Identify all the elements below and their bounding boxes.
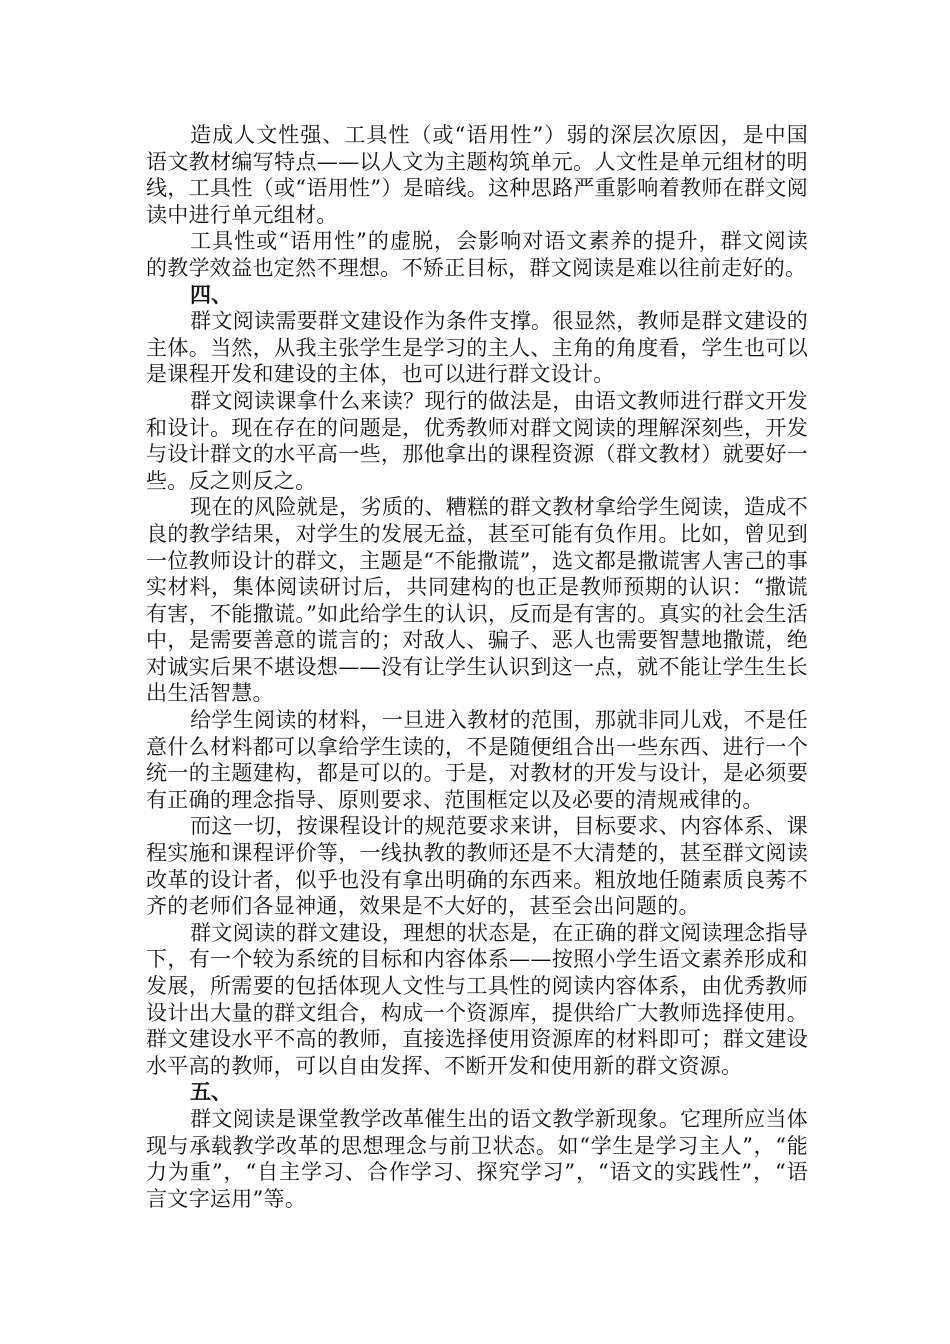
section-heading: 四、 [190,282,232,307]
paragraph: 群文阅读课拿什么来读？现行的做法是，由语文教师进行群文开发和设计。现在存在的问题是，优秀教师对群文阅读的理解深刻些，开发与设计群文的水平高一些，那他拿出的课程资源（群文教材）就要好一些。反之则反之。 [146,388,808,493]
section-heading: 五、 [190,1080,232,1105]
paragraph: 群文阅读的群文建设，理想的状态是，在正确的群文阅读理念指导下，有一个较为系统的目标和内容体系——按照小学生语文素养形成和发展，所需要的包括体现人文性与工具性的阅读内容体系，由优秀教师设计出大量的群文组合，构成一个资源库，提供给广大教师选择使用。群文建设水平不高的教师，直接选择使用资源库的材料即可；群文建设水平高的教师，可以自由发挥、不断开发和使用新的群文资源。 [146,920,808,1078]
paragraph: 造成人文性强、工具性（或“语用性”）弱的深层次原因，是中国语文教材编写特点——以人文为主题构筑单元。人文性是单元组材的明线，工具性（或“语用性”）是暗线。这种思路严重影响着教师在群文阅读中进行单元组材。 [146,123,808,227]
paragraph: 现在的风险就是，劣质的、糟糕的群文教材拿给学生阅读，造成不良的教学结果，对学生的发展无益，甚至可能有负作用。比如，曾见到一位教师设计的群文，主题是“不能撒谎”，选文都是撒谎害人害己的事实材料，集体阅读研讨后，共同建构的也正是教师预期的认识：“撒谎有害，不能撒谎。”如此给学生的认识，反而是有害的。真实的社会生活中，是需要善意的谎言的；对敌人、骗子、恶人也需要智慧地撒谎，绝对诚实后果不堪设想——没有让学生认识到这一点，就不能让学生生长出生活智慧。 [146,495,808,706]
paragraph: 群文阅读需要群文建设作为条件支撑。很显然，教师是群文建设的主体。当然，从我主张学生是学习的主人、主角的角度看，学生也可以是课程开发和建设的主体，也可以进行群文设计。 [146,309,808,387]
document-body [146,122,808,1212]
paragraph: 工具性或“语用性”的虚脱，会影响对语文素养的提升，群文阅读的教学效益也定然不理想。不矫正目标，群文阅读是难以往前走好的。 [146,229,808,280]
paragraph: 群文阅读是课堂教学改革催生出的语文教学新现象。它理所应当体现与承载教学改革的思想理念与前卫状态。如“学生是学习主人”，“能力为重”，“自主学习、合作学习、探究学习”，“语文的实践性”，“语言文字运用”等。 [146,1106,808,1211]
paragraph: 而这一切，按课程设计的规范要求来讲，目标要求、内容体系、课程实施和课程评价等，一线执教的教师还是不大清楚的，甚至群文阅读改革的设计者，似乎也没有拿出明确的东西来。粗放地任随素质良莠不齐的老师们各显神通，效果是不大好的，甚至会出问题的。 [146,814,808,919]
paragraph: 给学生阅读的材料，一旦进入教材的范围，那就非同儿戏，不是任意什么材料都可以拿给学生读的，不是随便组合出一些东西、进行一个统一的主题建构，都是可以的。于是，对教材的开发与设计，是必须要有正确的理念指导、原则要求、范围框定以及必要的清规戒律的。 [146,708,808,812]
